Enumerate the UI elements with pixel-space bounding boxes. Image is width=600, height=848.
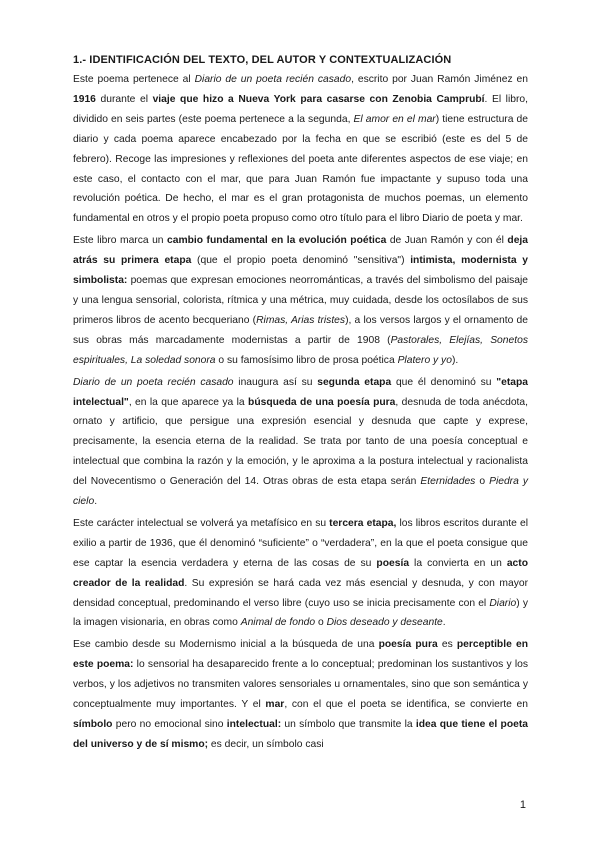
paragraph bbox=[73, 514, 528, 633]
bold-text: segunda etapa bbox=[317, 376, 392, 388]
text-run: poemas que expresan emociones neorrománticas, a través del simbolismo del paisaje y una lengua sensorial, colorista, rítmica y una métrica, muy cuidada, desde los octosílabos de sus primeros libros de acento becqueriano ( bbox=[73, 275, 528, 326]
text-run: durante el bbox=[95, 93, 153, 105]
text-run: (que el propio poeta denominó "sensitiva") bbox=[191, 255, 411, 267]
bold-text: cambio fundamental en la evolución poética bbox=[167, 235, 387, 247]
text-run: . bbox=[442, 617, 446, 629]
bold-text: poesía pura bbox=[378, 639, 438, 651]
bold-text: tercera etapa, bbox=[329, 517, 397, 529]
bold-text: viaje que hizo a Nueva York para casarse con Zenobia Camprubí bbox=[152, 93, 485, 105]
bold-text: intimista, modernista y simbolista: bbox=[73, 255, 528, 287]
italic-text: Pastorales, Elejías, Sonetos espirituales, La soledad sonora bbox=[73, 334, 528, 366]
text-run: . Su expresión se hará cada vez más esencial y desnuda, y con mayor densidad conceptual, predominando el verso libre (cuyo uso se inicia precisamente con el bbox=[73, 577, 528, 609]
italic-text: El amor en el mar bbox=[353, 113, 436, 125]
italic-text: Diario de un poeta recién casado bbox=[73, 376, 234, 388]
paragraph bbox=[73, 70, 528, 229]
text-run: es bbox=[437, 639, 457, 651]
bold-text: símbolo bbox=[73, 719, 113, 730]
italic-text: Eternidades bbox=[420, 476, 476, 488]
italic-text: Rimas, Arias tristes bbox=[256, 314, 346, 326]
document-body bbox=[73, 70, 528, 755]
text-run: ), a los versos largos y el ornamento de sus obras más marcadamente modernistas a partir de 1908 ( bbox=[73, 314, 528, 346]
bold-text: 1916 bbox=[73, 93, 96, 105]
text-run: . bbox=[94, 496, 98, 508]
bold-text: acto creador de la realidad bbox=[73, 557, 528, 589]
text-run: , con el que el poeta se identifica, se convierte en bbox=[284, 699, 528, 711]
italic-text: Piedra y cielo bbox=[73, 476, 528, 508]
text-run: , en la que aparece ya la bbox=[128, 396, 249, 408]
italic-text: Platero y yo bbox=[397, 354, 452, 366]
text-run: pero no emocional sino bbox=[112, 719, 227, 730]
paragraph bbox=[73, 635, 528, 754]
bold-text: deja atrás su primera etapa bbox=[73, 235, 529, 267]
text-run: Este libro marca un bbox=[73, 235, 168, 247]
text-run: Este carácter intelectual se volverá ya metafísico en su bbox=[73, 517, 330, 529]
paragraph bbox=[73, 231, 528, 370]
text-run: un símbolo que transmite la bbox=[281, 719, 416, 730]
paragraph bbox=[73, 373, 528, 512]
text-run: ). bbox=[451, 354, 459, 366]
text-run: o bbox=[475, 476, 490, 488]
bold-text: "etapa intelectual" bbox=[73, 376, 528, 408]
text-run: de Juan Ramón y con él bbox=[386, 235, 508, 247]
text-run: Este poema pertenece al bbox=[73, 74, 195, 85]
page-number: 1 bbox=[519, 799, 526, 811]
bold-text: búsqueda de una poesía pura bbox=[248, 396, 396, 408]
text-run: que él denominó su bbox=[391, 376, 497, 388]
bold-text: poesía bbox=[376, 557, 410, 569]
text-run: o su famosísimo libro de prosa poética bbox=[215, 354, 398, 366]
section-heading: 1.- IDENTIFICACIÓN DEL TEXTO, DEL AUTOR Y CONTEXTUALIZACIÓN bbox=[73, 54, 452, 66]
bold-text: idea que tiene el poeta del universo y de sí mismo; bbox=[73, 719, 528, 750]
text-run: o bbox=[315, 617, 327, 629]
bold-text: mar bbox=[265, 699, 285, 711]
bold-text: perceptible en este poema: bbox=[73, 639, 528, 671]
text-run: lo sensorial ha desaparecido frente a lo conceptual; predominan los sustantivos y los verbos, y los adjetivos no transmiten valores sensoriales u ornamentales, sino que son semántica y conceptualmente muy importantes. Y el bbox=[73, 659, 528, 711]
text-run: es decir, un símbolo casi bbox=[208, 738, 324, 750]
text-run: inaugura así su bbox=[233, 376, 318, 388]
text-run: ) tiene estructura de diario y cada poema aparece encabezado por la fecha en que se escribió (este es del 5 de febrero). Recoge las impresiones y reflexiones del poeta ante diferentes aspectos de ese viaje; en este caso, el contacto con el mar, que para Juan Ramón fue impactante y supuso toda una revolución poética. De hecho, el mar es el gran protagonista de muchos poemas, un elemento fundamental en otros y el propio poeta propuso como otro título para el libro Diario de poeta y mar. bbox=[73, 113, 529, 225]
italic-text: Animal de fondo bbox=[240, 617, 316, 629]
italic-text: Dios deseado y deseante bbox=[326, 617, 443, 629]
text-run: Ese cambio desde su Modernismo inicial a la búsqueda de una bbox=[73, 639, 379, 651]
bold-text: intelectual: bbox=[226, 719, 282, 730]
text-run: , desnuda de toda anécdota, ornato y artificio, que persigue una expresión esencial y desnuda que capte y exprese, precisamente, la esencia eterna de la realidad. Se trata por tanto de una poesía conceptual e intelectual que combina la razón y la emoción, y le aproxima a la postura intelectual y racionalista del Novecentismo o Generación del 14. Otras obras de esta etapa serán bbox=[73, 396, 528, 488]
text-run: ) y la imagen visionaria, en obras como bbox=[73, 597, 528, 629]
text-run: , escrito por Juan Ramón Jiménez en bbox=[351, 74, 529, 85]
text-run: los libros escritos durante el exilio a partir de 1936, que él denominó “suficiente” o “verdadera”, en la que el poeta consigue que ese captar la esencia verdadera y eterna de las cosas de su bbox=[73, 517, 528, 569]
italic-text: Diario bbox=[489, 597, 517, 609]
italic-text: Diario de un poeta recién casado bbox=[194, 74, 352, 85]
text-run: . El libro, dividido en seis partes (este poema pertenece a la segunda, bbox=[73, 93, 528, 125]
text-run: la convierta en un bbox=[409, 557, 507, 569]
